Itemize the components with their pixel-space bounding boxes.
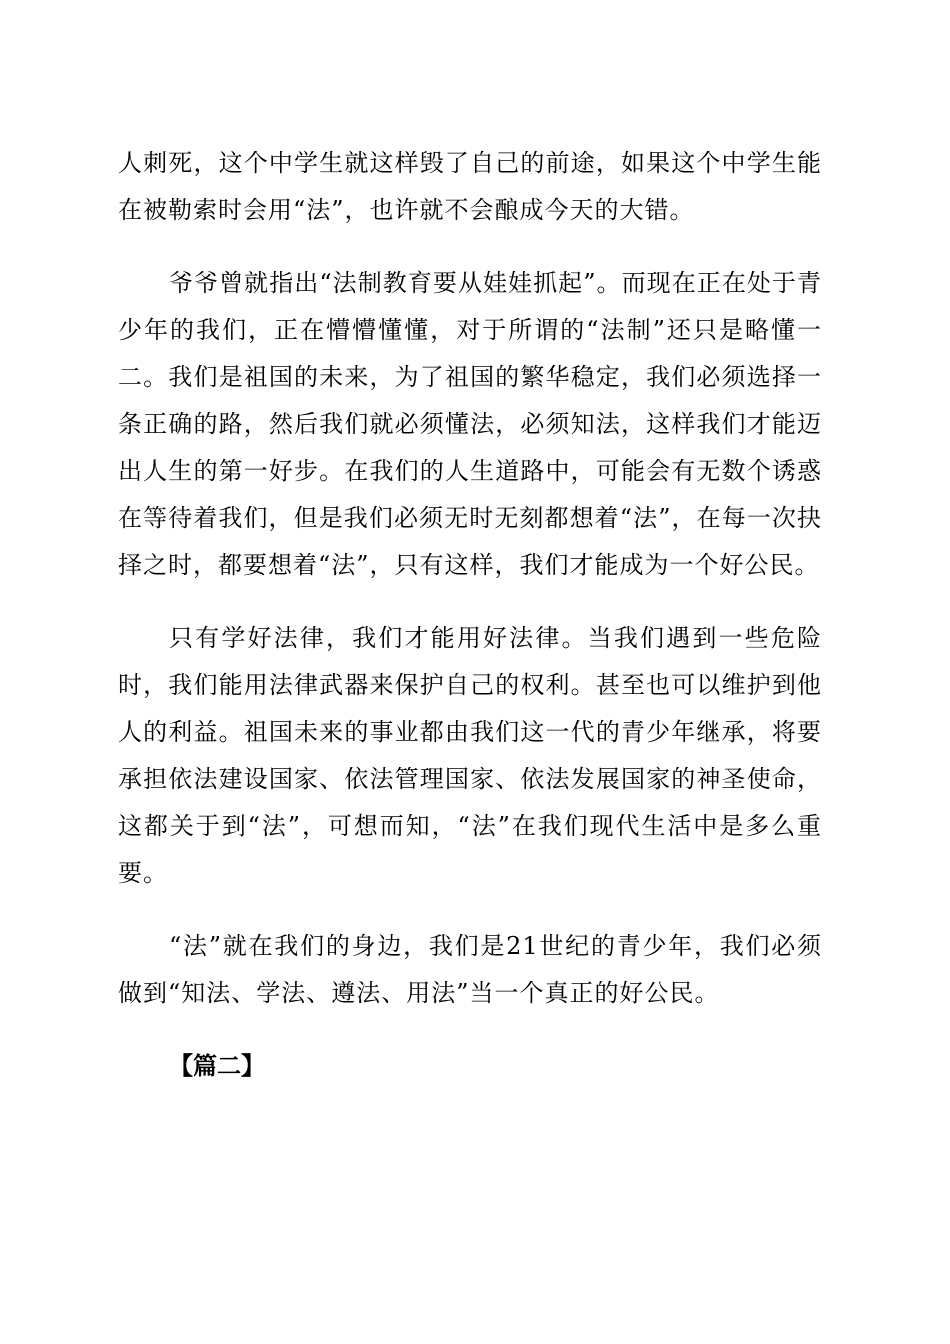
paragraph-2: 爷爷曾就指出“法制教育要从娃娃抓起”。而现在正在处于青少年的我们，正在懵懵懂懂，对于所谓的“法制”还只是略懂一二。我们是祖国的未来，为了祖国的繁华稳定，我们必须选择一条正确的路，然后我们就必须懂法，必须知法，这样我们才能迈出人生的第一好步。在我们的人生道路中，可能会有无数个诱惑在等待着我们，但是我们必须无时无刻都想着“法”，在每一次抉择之时，都要想着“法”，只有这样，我们才能成为一个好公民。 (118, 269, 822, 579)
paragraph-4: “法”就在我们的身边，我们是21世纪的青少年，我们必须做到“知法、学法、遵法、用法”当一个真正的好公民。 (118, 932, 822, 1007)
paragraph-1: 人刺死，这个中学生就这样毁了自己的前途，如果这个中学生能在被勒索时会用“法”，也许就不会酿成今天的大错。 (118, 149, 822, 224)
section-heading: 【篇二】 (169, 1052, 265, 1080)
paragraph-3: 只有学好法律，我们才能用好法律。当我们遇到一些危险时，我们能用法律武器来保护自己的权利。甚至也可以维护到他人的利益。祖国未来的事业都由我们这一代的青少年继承，将要承担依法建设国家、依法管理国家、依法发展国家的神圣使命，这都关于到“法”，可想而知，“法”在我们现代生活中是多么重要。 (118, 624, 822, 887)
